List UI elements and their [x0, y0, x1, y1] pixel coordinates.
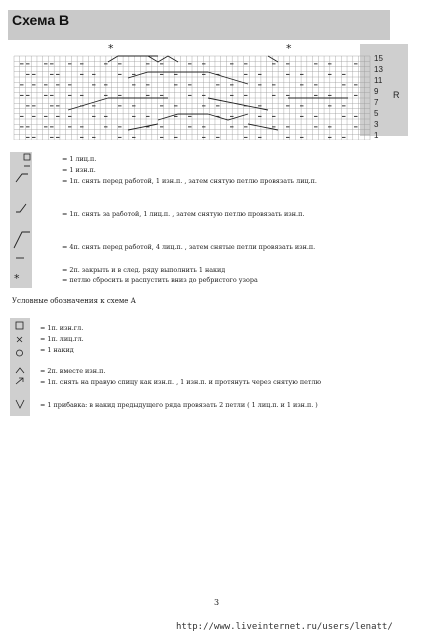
cable-right-icon [16, 174, 28, 182]
yarn-over-icon [17, 350, 23, 356]
star-mark: * [286, 42, 292, 55]
row-number: 1 [374, 131, 379, 140]
source-watermark: http://www.liveinternet.ru/users/lenatt/ [176, 622, 393, 632]
legend-a-text: = 1п. снять на правую спицу как изн.п. , 1 изн.п. и протянуть через снятую петлю [40, 378, 322, 386]
page-number: 3 [214, 598, 220, 607]
star-mark: * [108, 42, 114, 55]
row-number: 11 [374, 76, 383, 85]
side-label: R [393, 90, 400, 100]
legend-a-text: = 1п. лиц.гл. [40, 335, 84, 343]
legend-a-text: = 1п. изн.гл. [40, 324, 84, 332]
scheme-title: Схема В [12, 12, 70, 28]
k2tog-icon [16, 368, 24, 373]
increase-icon [16, 400, 24, 408]
row-number: 3 [374, 120, 379, 129]
legend-b-symbols [10, 152, 32, 288]
legend-b-text: = 1п. снять перед работой, 1 изн.п. , затем снятую петлю провязать лиц.п. [62, 177, 317, 185]
square-icon [16, 322, 23, 329]
legend-b-text: = 4п. снять перед работой, 4 лиц.п. , затем снятые петли провязать изн.п. [62, 243, 316, 251]
legend-a-symbols [10, 318, 30, 416]
legend-b-text: = 1п. снять за работой, 1 лиц.п. , затем снятую петлю провязать изн.п. [62, 210, 305, 218]
section-a-heading: Условные обозначения к схеме А [12, 297, 136, 305]
star-icon: * [14, 272, 20, 285]
slip-pass-icon [16, 378, 23, 384]
row-number: 5 [374, 109, 379, 118]
row-number: 7 [374, 98, 379, 107]
legend-b-text: = петлю сбросить и распустить вниз до ребристого узора [62, 276, 258, 284]
knit-square-icon [24, 154, 30, 160]
knitting-chart [8, 40, 412, 140]
cross-icon [17, 337, 22, 342]
legend-b-text: = 1 изн.п. [62, 166, 96, 174]
row-number: 13 [374, 65, 383, 74]
cable-wide-icon [14, 232, 30, 248]
legend-b-text: = 1 лиц.п. [62, 155, 97, 163]
row-number: 9 [374, 87, 379, 96]
legend-b-text: = 2п. закрыть и в след. ряду выполнить 1 накид [62, 266, 226, 274]
chart-grid [8, 40, 412, 140]
cable-left-icon [16, 204, 26, 212]
row-number: 15 [374, 54, 383, 63]
legend-a-text: = 2п. вместе изн.п. [40, 367, 106, 375]
legend-a-text: = 1 накид [40, 346, 74, 354]
legend-a-text: = 1 прибавка: в накид предыдущего ряда провязать 2 петли ( 1 лиц.п. и 1 изн.п. ) [40, 401, 318, 409]
